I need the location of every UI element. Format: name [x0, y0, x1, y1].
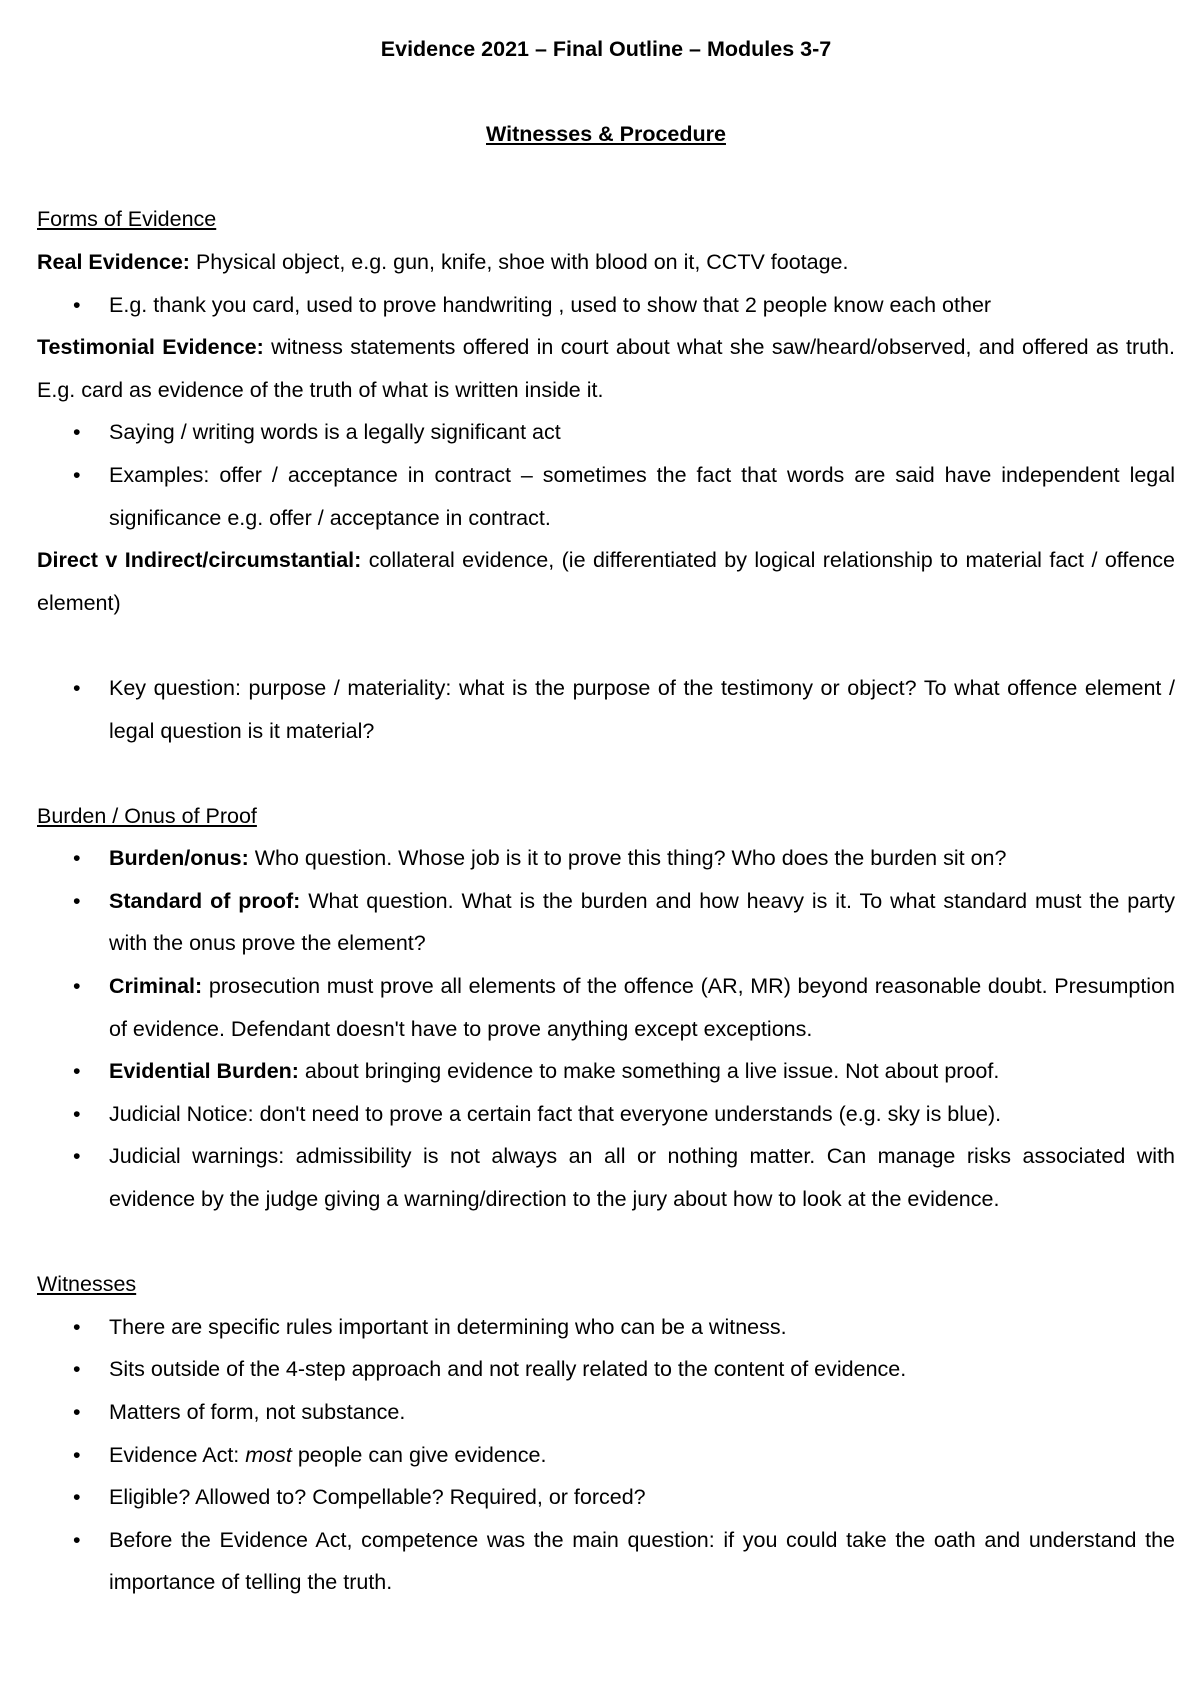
list-item-text: prosecution must prove all elements of the offence (AR, MR) beyond reasonable doubt. Presumption of evidence. Defendant doesn't have to prove anything except exceptions. — [109, 974, 1175, 1041]
bullet-list — [37, 1306, 1175, 1604]
definition-direct-indirect: collateral evidence, (ie differentiated by logical relationship to material fact / offence element) — [37, 548, 1175, 615]
list-item-term: Evidential Burden: — [109, 1059, 299, 1084]
page-title: Evidence 2021 – Final Outline – Modules 3-7 — [380, 37, 832, 61]
bullet-list — [37, 667, 1175, 752]
list-item-text: Who question. Whose job is it to prove this thing? Who does the burden sit on? — [248, 846, 1007, 871]
list-item — [37, 837, 1175, 880]
list-item-term: Standard of proof: — [109, 888, 301, 913]
section-title: Witnesses & Procedure — [486, 122, 726, 147]
list-item-text: Matters of form, not substance. — [109, 1400, 406, 1424]
list-item-text: Judicial warnings: admissibility is not always an all or nothing matter. Can manage risks associated with evidence by the judge giving a warning/direction to the jury about how to look at the evidence. — [109, 1144, 1175, 1212]
list-item-text: Saying / writing words is a legally significant act — [109, 420, 561, 445]
bullet-list — [37, 411, 1175, 539]
heading-burden-of-proof: Burden / Onus of Proof — [37, 803, 257, 828]
bullet-icon: • — [73, 1059, 81, 1084]
paragraph-direct-indirect — [37, 539, 1175, 624]
bullet-icon: • — [73, 1101, 81, 1126]
list-item-text: Sits outside of the 4-step approach and not really related to the content of evidence. — [109, 1357, 907, 1382]
bullet-list — [37, 837, 1175, 1220]
definition-testimonial-evidence: witness statements offered in court about what she saw/heard/observed, and offered as truth. E.g. card as evidence of the truth of what is written inside it. — [37, 335, 1175, 402]
list-item-text: people can give evidence. — [291, 1442, 547, 1467]
heading-witnesses: Witnesses — [37, 1272, 137, 1297]
term-direct-indirect: Direct v Indirect/circumstantial: — [37, 548, 362, 573]
emphasis-text: most — [245, 1442, 292, 1467]
bullet-icon: • — [73, 1144, 81, 1169]
term-real-evidence: Real Evidence: — [37, 249, 190, 274]
list-item-text: There are specific rules important in determining who can be a witness. — [109, 1314, 787, 1339]
list-item-text: Key question: purpose / materiality: what is the purpose of the testimony or object? To what offence element / legal question is it material? — [109, 675, 1175, 743]
bullet-icon: • — [73, 846, 81, 871]
list-item — [37, 965, 1175, 1050]
list-item — [37, 411, 1175, 454]
spacer — [37, 71, 1175, 114]
definition-real-evidence: Physical object, e.g. gun, knife, shoe with blood on it, CCTV footage. — [189, 249, 849, 274]
paragraph-testimonial-evidence — [37, 326, 1175, 411]
list-item — [37, 880, 1175, 965]
bullet-icon: • — [73, 1314, 81, 1339]
list-item-text: E.g. thank you card, used to prove handwriting , used to show that 2 people know each other — [109, 292, 992, 317]
list-item-term: Burden/onus: — [109, 846, 249, 871]
list-item — [37, 1135, 1175, 1220]
bullet-icon: • — [73, 1442, 81, 1467]
bullet-icon: • — [73, 1357, 81, 1382]
spacer — [37, 752, 1175, 795]
list-item — [37, 1476, 1175, 1519]
list-item — [37, 1093, 1175, 1136]
list-item — [37, 1348, 1175, 1391]
list-item-text: Judicial Notice: don't need to prove a certain fact that everyone understands (e.g. sky is blue). — [109, 1101, 1002, 1126]
paragraph-real-evidence — [37, 241, 1175, 284]
bullet-icon: • — [73, 420, 81, 445]
bullet-icon: • — [73, 974, 81, 999]
list-item — [37, 1519, 1175, 1604]
bullet-icon: • — [73, 888, 81, 913]
spacer — [37, 624, 1175, 667]
list-item-text: What question. What is the burden and how heavy is it. To what standard must the party with the onus prove the element? — [109, 888, 1175, 956]
list-item-text: about bringing evidence to make something a live issue. Not about proof. — [298, 1059, 1000, 1084]
list-item — [37, 1391, 1175, 1434]
list-item — [37, 1306, 1175, 1349]
bullet-list — [37, 284, 1175, 327]
bullet-icon: • — [73, 675, 81, 700]
term-testimonial-evidence: Testimonial Evidence: — [37, 335, 264, 360]
list-item-text: Before the Evidence Act, competence was the main question: if you could take the oath and understand the importance of telling the truth. — [109, 1527, 1175, 1595]
bullet-icon: • — [73, 1485, 81, 1510]
list-item — [37, 667, 1175, 752]
document-page — [37, 28, 1175, 1604]
bullet-icon: • — [73, 292, 81, 317]
list-item-term: Criminal: — [109, 974, 203, 999]
list-item-text: Eligible? Allowed to? Compellable? Required, or forced? — [109, 1485, 646, 1510]
list-item-text: Evidence Act: — [109, 1442, 246, 1467]
bullet-icon: • — [73, 1527, 81, 1552]
list-item — [37, 284, 1175, 327]
bullet-icon: • — [73, 462, 81, 487]
list-item — [37, 1050, 1175, 1093]
spacer — [37, 156, 1175, 199]
list-item — [37, 1434, 1175, 1477]
bullet-icon: • — [73, 1400, 81, 1424]
spacer — [37, 1221, 1175, 1264]
list-item — [37, 454, 1175, 539]
list-item-text: Examples: offer / acceptance in contract – sometimes the fact that words are said have independent legal significance e.g. offer / acceptance in contract. — [109, 462, 1175, 530]
heading-forms-of-evidence: Forms of Evidence — [37, 207, 217, 232]
